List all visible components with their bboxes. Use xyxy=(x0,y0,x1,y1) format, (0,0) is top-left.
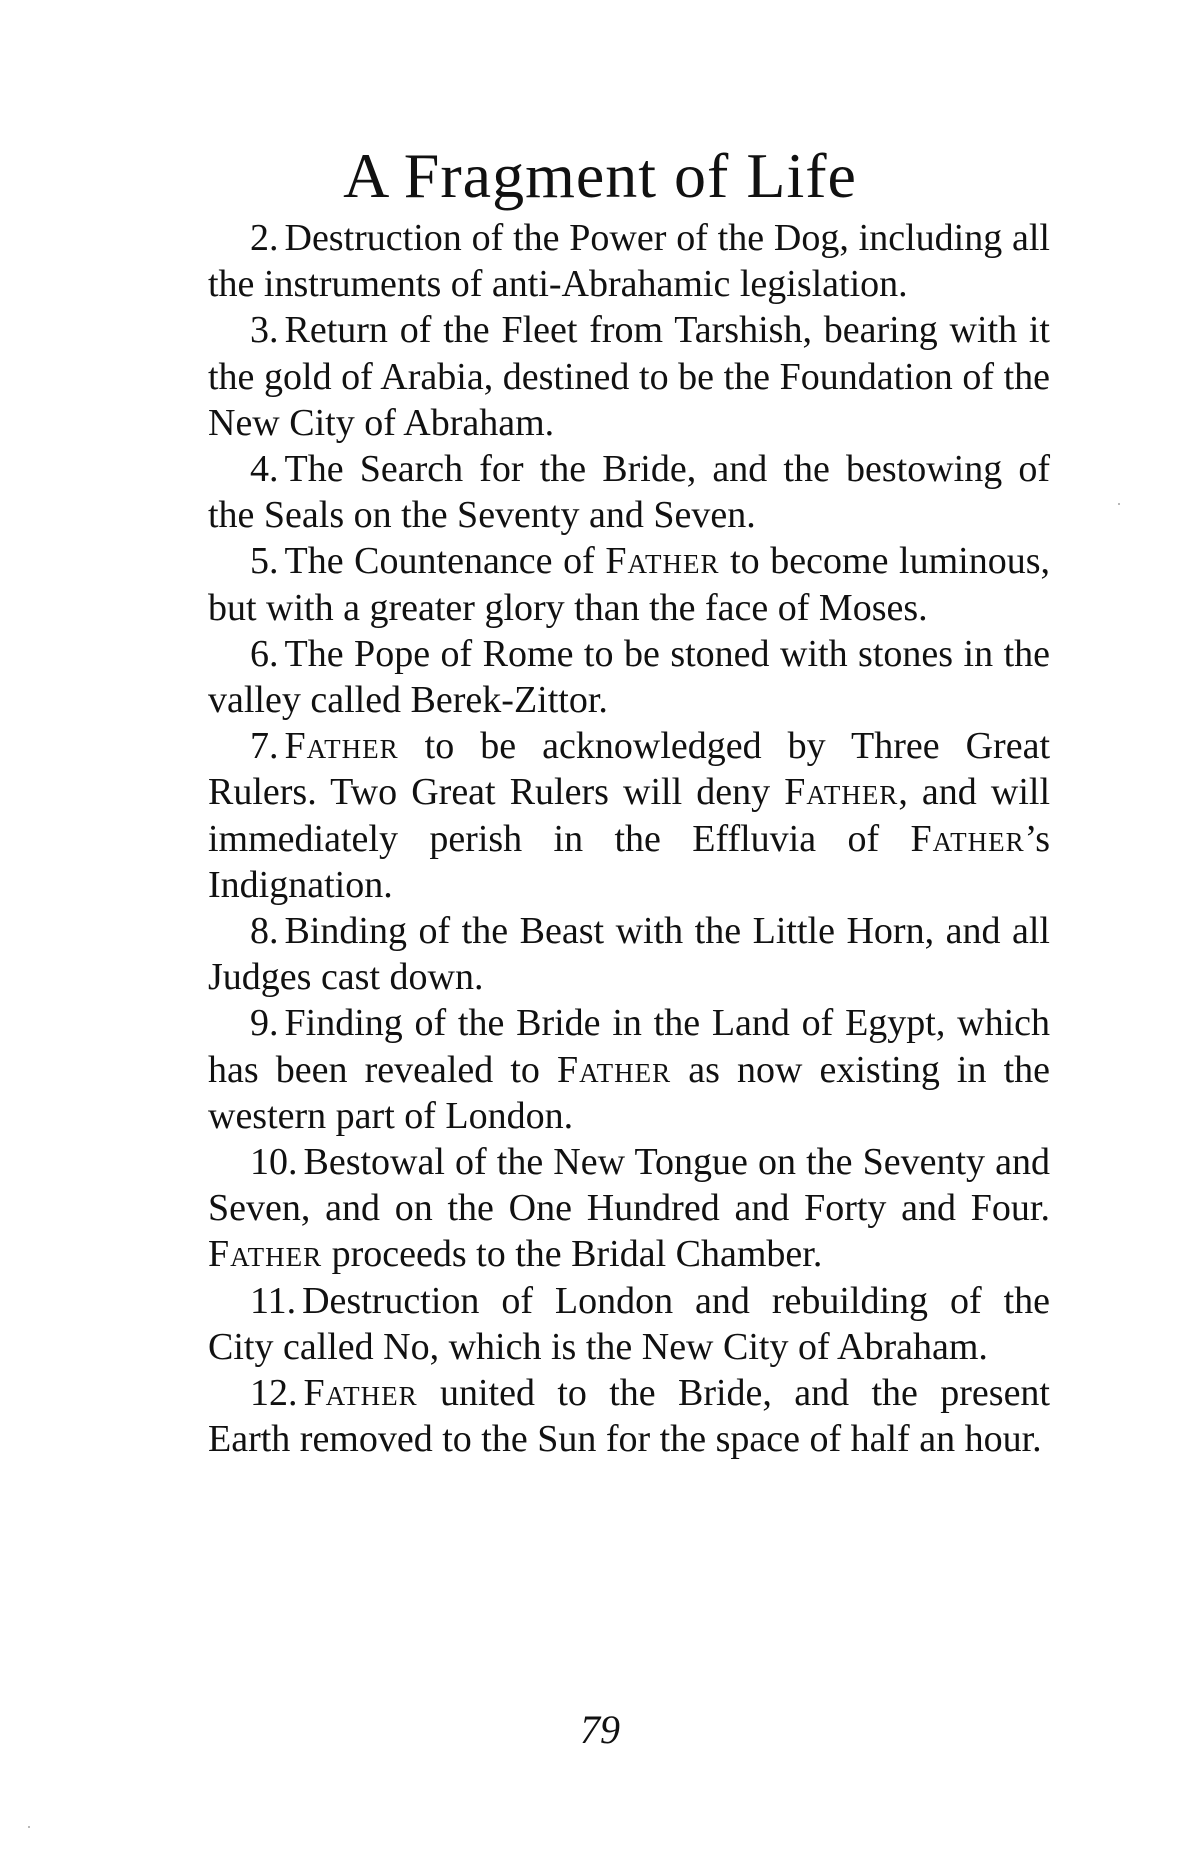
item-text: Bestowal of the New Tongue on the Seventy and Seven, and on the One Hundred and Forty and Four. xyxy=(208,1141,1050,1230)
item-number: 3. xyxy=(250,309,279,352)
item-text: The Search for the Bride, and the bestowing of the Seals on the Seventy and Seven. xyxy=(208,448,1050,537)
father-name: Father xyxy=(605,540,720,583)
paper-speck xyxy=(1118,503,1120,505)
father-name: Father xyxy=(208,1233,323,1276)
item-number: 4. xyxy=(250,448,279,491)
item-text: The Countenance of xyxy=(284,540,606,583)
list-item xyxy=(208,723,1050,908)
item-text: Finding of the Bride in the Land of Egypt, which has been revealed to xyxy=(208,1002,1050,1091)
father-name: Father xyxy=(910,817,1025,860)
running-title: A Fragment of Life xyxy=(343,140,857,211)
father-name: Father xyxy=(303,1372,418,1415)
item-number: 8. xyxy=(250,910,279,953)
item-text: The Pope of Rome to be stoned with stones in the valley called Berek-Zittor. xyxy=(208,632,1050,722)
father-name: Father xyxy=(557,1048,672,1091)
page-body xyxy=(208,215,1050,1462)
item-text: ’s Indignation. xyxy=(208,817,1050,906)
father-name: Father xyxy=(784,771,899,814)
item-number: 12. xyxy=(250,1372,298,1415)
item-number: 2. xyxy=(250,217,279,259)
item-number: 5. xyxy=(250,540,279,583)
item-text: to become luminous, but with a greater glory than the face of Moses. xyxy=(208,540,1050,629)
list-item xyxy=(208,1278,1050,1370)
item-text: , and will immediately perish in the Effluvia of xyxy=(208,771,1051,860)
item-text: proceeds to the Bridal Chamber. xyxy=(322,1233,823,1276)
list-item xyxy=(208,1139,1050,1278)
item-text: to be acknowledged by Three Great Rulers. Two Great Rulers will deny xyxy=(208,725,1050,814)
list-item xyxy=(208,631,1050,723)
item-text: united to the Bride, and the present Earth removed to the Sun for the space of half an hour. xyxy=(208,1372,1050,1461)
father-name: Father xyxy=(284,725,399,768)
item-text: Binding of the Beast with the Little Horn, and all Judges cast down. xyxy=(208,910,1050,999)
item-text: Destruction of the Power of the Dog, including all the instruments of anti-Abrahamic legislation. xyxy=(208,217,1050,306)
item-text: as now existing in the western part of London. xyxy=(208,1048,1051,1137)
list-item xyxy=(208,908,1050,1000)
item-number: 6. xyxy=(250,632,279,675)
item-number: 7. xyxy=(250,725,279,768)
list-item xyxy=(208,538,1050,630)
item-number: 9. xyxy=(250,1002,279,1045)
page-number: 79 xyxy=(580,1707,620,1752)
item-number: 11. xyxy=(250,1279,297,1322)
paper-speck xyxy=(28,1826,30,1828)
list-item xyxy=(208,215,1050,307)
item-text: Return of the Fleet from Tarshish, bearing with it the gold of Arabia, destined to be the Foundation of the New City of Abraham. xyxy=(208,309,1050,444)
list-item xyxy=(208,1370,1050,1462)
item-text: Destruction of London and rebuilding of the City called No, which is the New City of Abraham. xyxy=(208,1279,1050,1368)
list-item xyxy=(208,1000,1050,1139)
item-number: 10. xyxy=(250,1141,298,1184)
list-item xyxy=(208,446,1050,538)
list-item xyxy=(208,307,1050,446)
